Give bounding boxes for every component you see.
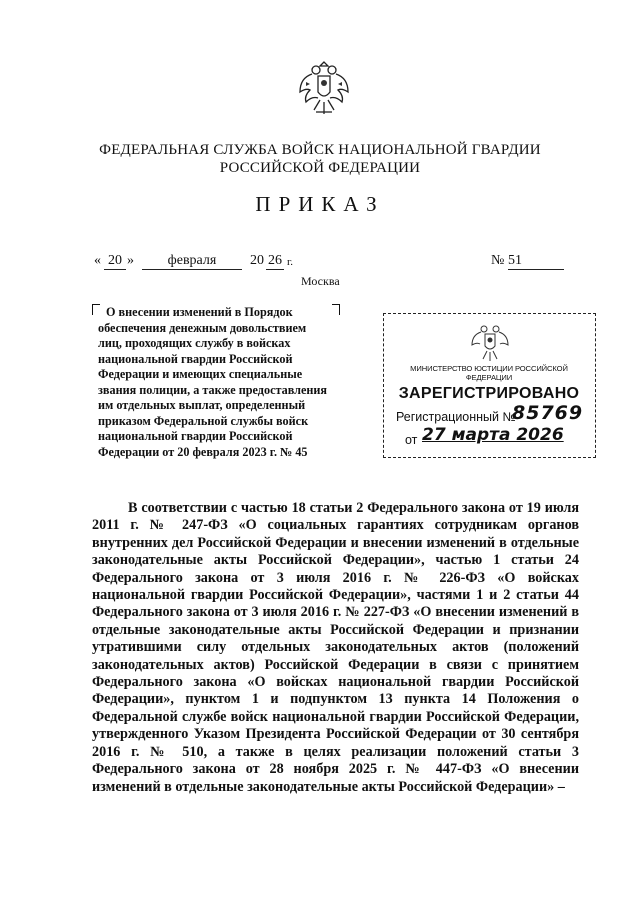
date-day [104,253,126,270]
order-body [92,500,579,796]
dateline-open-quote: « [94,253,101,268]
body-paragraph: В соответствии с частью 18 статьи 2 Федерального закона от 19 июля 2011 г. № 247-ФЗ «О социальных гарантиях сотрудникам органов внутренних дел Российской Федерации и внесении изменений в отдельные законодательные акты Российской Федерации», частью 1 статьи 24 Федерального закона от 3 июля 2016 г. № 226-ФЗ «О войсках национальной гвардии Российской Федерации», частями 1 и 2 статьи 44 Федерального закона от 3 июля 2016 г. № 227-ФЗ «О внесении изменений в отдельные законодательные акты Российской Федерации и признании утратившими силу отдельных законодательных актов (положений законодательных актов) Российской Федерации в связи с принятием Федерального закона «О войсках национальной гвардии Российской Федерации», пунктом 1 и подпунктом 13 пункта 14 Положения о Федеральной службе войск национальной гвардии Российской Федерации, утвержденного Указом Президента Российской Федерации от 30 сентября 2016 г. № 510, а также в целях реализации положений статьи 3 Федерального закона от 28 ноября 2025 г. № 447-ФЗ «О внесении изменений в отдельные законодательные акты Российской Федерации» – [92,500,579,795]
date-year-prefix: 20 [250,253,264,268]
org-name-line-2: РОССИЙСКОЙ ФЕДЕРАЦИИ [219,160,421,176]
stamp-reg-number: 85769 [512,402,584,424]
date-year-mark: г. [287,256,294,268]
date-year [266,253,284,270]
stamp-from-label: от [405,433,418,447]
stamp-reg-date: 27 марта 2026 [422,425,564,445]
heading-line: О внесении изменений в Порядок [106,305,293,319]
heading-line: Федерации и имеющих специальные [98,367,303,381]
stamp-registered: ЗАРЕГИСТРИРОВАНО [398,385,580,402]
dateline-close-quote: » [127,253,134,268]
heading-line: звания полиции, а также предоставления [98,382,328,397]
date-year-value: 26 [268,253,282,268]
heading-line: Федерации от 20 февраля 2023 г. № 45 [98,444,308,459]
heading-line: им отдельных выплат, определенный [98,398,306,412]
document-type: ПРИКАЗ [255,192,385,216]
stamp-reg-label: Регистрационный № [396,410,516,424]
order-number-value: 51 [508,253,564,270]
org-name-line-1: ФЕДЕРАЛЬНАЯ СЛУЖБА ВОЙСК НАЦИОНАЛЬНОЙ ГВАРДИИ [99,142,541,158]
heading-line: национальной гвардии Российской [98,351,293,366]
order-number [508,253,564,270]
heading-line: приказом Федеральной службы войск [98,413,309,428]
heading-line: лиц, проходящих службу в войсках [98,336,291,350]
heading-line: обеспечения денежным довольствием [98,320,307,335]
order-heading [98,305,334,460]
heading-line: национальной гвардии Российской [98,429,293,443]
date-day-value: 20 [104,253,126,270]
city: Москва [301,274,340,288]
date-month-value: февраля [142,253,242,270]
order-number-label: № [491,253,505,268]
stamp-ministry: МИНИСТЕРСТВО ЮСТИЦИИ РОССИЙСКОЙ ФЕДЕРАЦИИ [410,364,568,382]
date-month [142,253,242,270]
stamp-emblem-icon [470,320,510,364]
coat-of-arms-icon [296,56,352,120]
